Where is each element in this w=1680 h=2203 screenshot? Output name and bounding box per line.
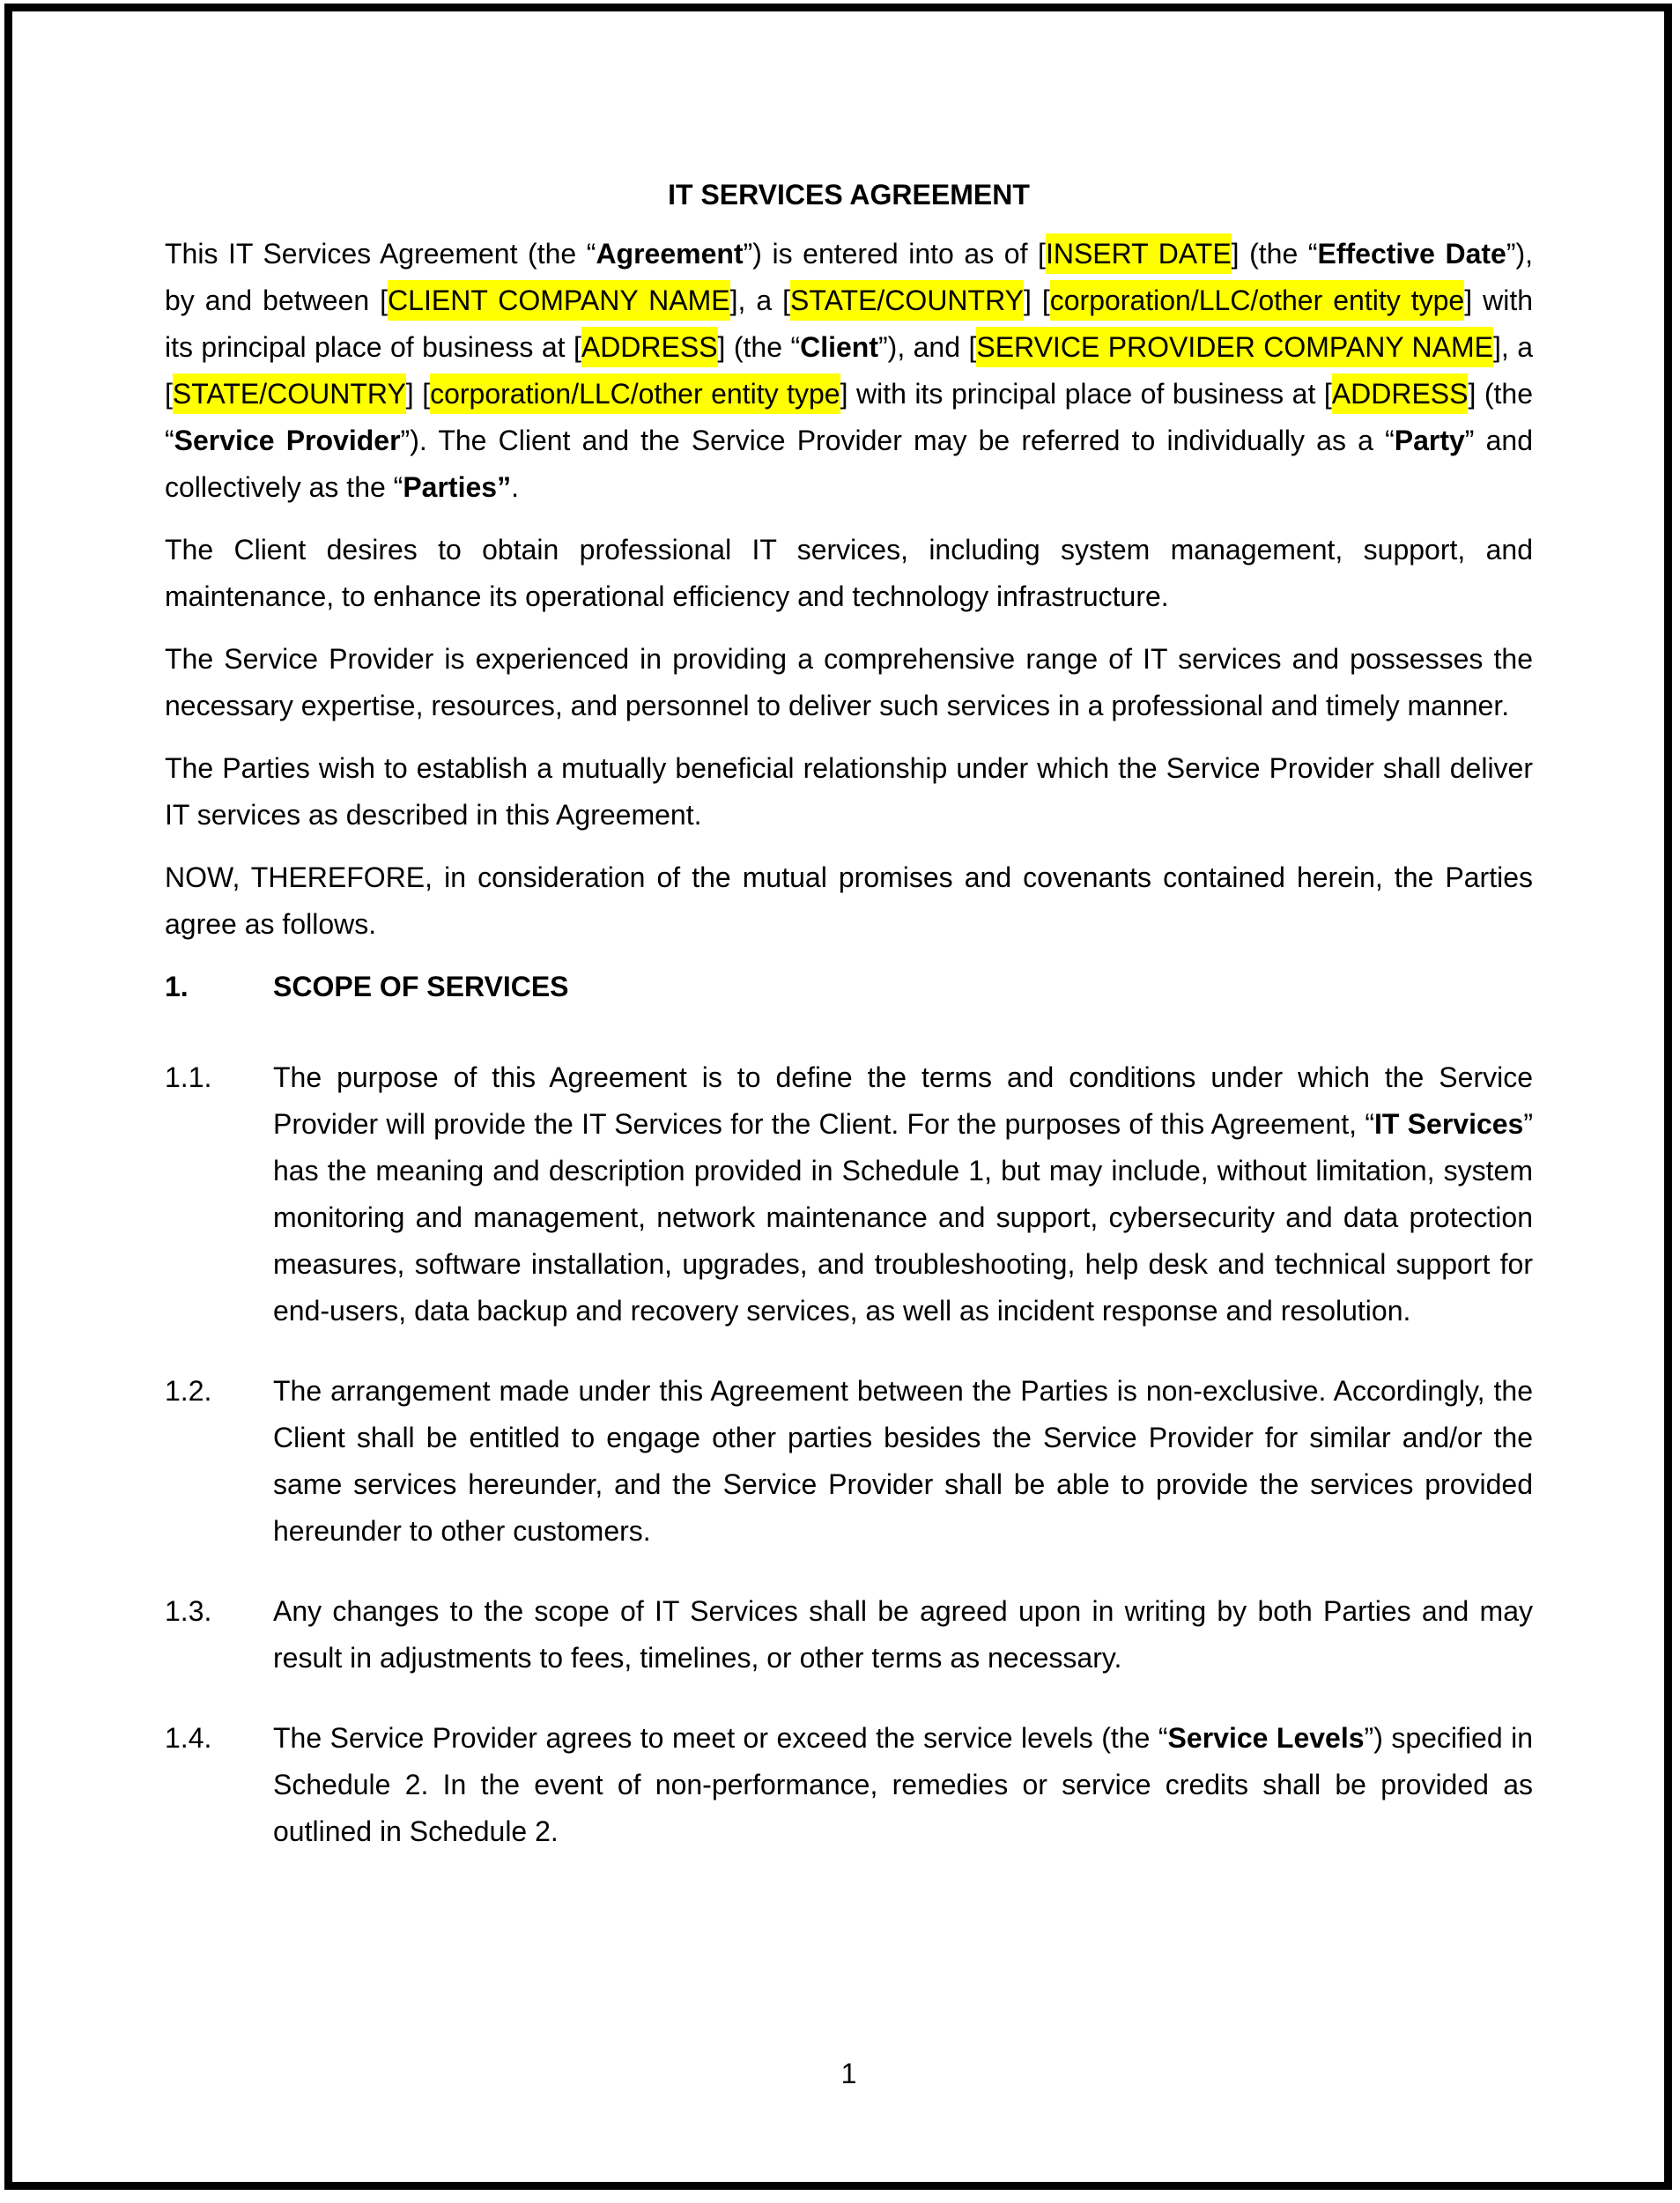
text-run: Client <box>800 331 878 363</box>
clause-1-4-text <box>273 1715 1533 1855</box>
page-number: 1 <box>840 2058 857 2089</box>
text-run: ] [ <box>405 378 431 410</box>
text-run: ], a [ <box>165 331 1534 410</box>
placeholder-highlight: STATE/COUNTRY <box>790 280 1024 321</box>
text-run: ] [ <box>1023 285 1050 316</box>
text-run: IT Services <box>1373 1108 1524 1140</box>
text-run: ”) specified in Schedule 2. In the event of non-performance, remedies or service credits shall be provided as outlined in Schedule 2. <box>273 1722 1534 1847</box>
text-run: ] with its principal place of business at [ <box>165 285 1534 363</box>
placeholder-highlight: corporation/LLC/other entity type <box>1050 280 1464 321</box>
text-run: ”). The Client and the Service Provider may be referred to individually as a “ <box>400 425 1395 456</box>
text-run: ], a [ <box>729 285 791 316</box>
text-run: ” and collectively as the “ <box>165 425 1534 503</box>
placeholder-highlight: corporation/LLC/other entity type <box>430 373 840 414</box>
document-title: IT SERVICES AGREEMENT <box>668 179 1030 211</box>
document-body <box>165 172 1533 1889</box>
text-run: ] (the “ <box>1231 238 1318 270</box>
text-run: This IT Services Agreement (the “ <box>165 238 596 270</box>
text-run: ”) is entered into as of [ <box>743 238 1046 270</box>
text-run: Party <box>1394 425 1465 456</box>
clause-1-3-number: 1.3. <box>165 1595 212 1627</box>
intro-paragraph-5 <box>165 854 1533 948</box>
placeholder-highlight: ADDRESS <box>1332 373 1469 414</box>
clause-1-2 <box>165 1368 1533 1555</box>
text-run: NOW, THEREFORE, in consideration of the mutual promises and covenants contained herein, the Parties agree as follows. <box>165 861 1533 940</box>
clause-1-1-number: 1.1. <box>165 1061 212 1093</box>
clause-1-4-number: 1.4. <box>165 1722 212 1754</box>
placeholder-highlight: ADDRESS <box>581 327 718 367</box>
placeholder-highlight: STATE/COUNTRY <box>173 373 406 414</box>
text-run: . <box>511 471 519 503</box>
text-run: Any changes to the scope of IT Services shall be agreed upon in writing by both Parties and may result in adjustments to fees, timelines, or other terms as necessary. <box>273 1595 1533 1674</box>
text-run: Service Levels <box>1167 1722 1365 1754</box>
text-run: The arrangement made under this Agreement between the Parties is non-exclusive. Accordingly, the Client shall be entitled to engage other parties besides the Service Provider for similar and/or the same services hereunder, and the Service Provider shall be able to provide the services provided hereunder to other customers. <box>273 1375 1533 1547</box>
text-run: ] (the “ <box>165 378 1534 456</box>
text-run: ”), by and between [ <box>165 238 1534 316</box>
intro-paragraph-3 <box>165 636 1533 729</box>
section-1-heading-text: SCOPE OF SERVICES <box>273 971 569 1002</box>
section-1-number: 1. <box>165 971 189 1002</box>
clause-1-3-text <box>273 1588 1533 1682</box>
text-run: Effective Date <box>1317 238 1506 270</box>
intro-paragraph-2 <box>165 527 1533 620</box>
text-run: The purpose of this Agreement is to define the terms and conditions under which the Service Provider will provide the IT Services for the Client. For the purposes of this Agreement, “ <box>273 1061 1533 1140</box>
text-run: Parties” <box>403 471 512 503</box>
placeholder-highlight: INSERT DATE <box>1046 233 1232 274</box>
text-run: ] (the “ <box>717 331 801 363</box>
text-run: ] with its principal place of business at [ <box>840 378 1332 410</box>
section-1-heading <box>165 964 1533 1010</box>
text-run: ” has the meaning and description provided in Schedule 1, but may include, without limitation, system monitoring and management, network maintenance and support, cybersecurity and data protection measures, software installation, upgrades, and troubleshooting, help desk and technical support for end-users, data backup and recovery services, as well as incident response and resolution. <box>273 1108 1534 1327</box>
intro-paragraph-4 <box>165 745 1533 839</box>
placeholder-highlight: CLIENT COMPANY NAME <box>388 280 730 321</box>
text-run: The Client desires to obtain professional IT services, including system management, support, and maintenance, to enhance its operational efficiency and technology infrastructure. <box>165 534 1533 612</box>
text-run: Agreement <box>596 238 744 270</box>
intro-paragraph-1 <box>165 231 1533 511</box>
clause-1-3 <box>165 1588 1533 1682</box>
text-run: The Service Provider agrees to meet or exceed the service levels (the “ <box>273 1722 1168 1754</box>
placeholder-highlight: SERVICE PROVIDER COMPANY NAME <box>976 327 1493 367</box>
clause-1-1-text <box>273 1054 1533 1334</box>
clause-1-2-number: 1.2. <box>165 1375 212 1407</box>
text-run: ”), and [ <box>878 331 977 363</box>
clause-1-1 <box>165 1054 1533 1334</box>
clause-1-2-text <box>273 1368 1533 1555</box>
text-run: The Parties wish to establish a mutually beneficial relationship under which the Service Provider shall deliver IT services as described in this Agreement. <box>165 752 1533 831</box>
clause-1-4 <box>165 1715 1533 1855</box>
text-run: The Service Provider is experienced in providing a comprehensive range of IT services and possesses the necessary expertise, resources, and personnel to deliver such services in a professional and timely manner. <box>165 643 1533 721</box>
text-run: Service Provider <box>174 425 401 456</box>
